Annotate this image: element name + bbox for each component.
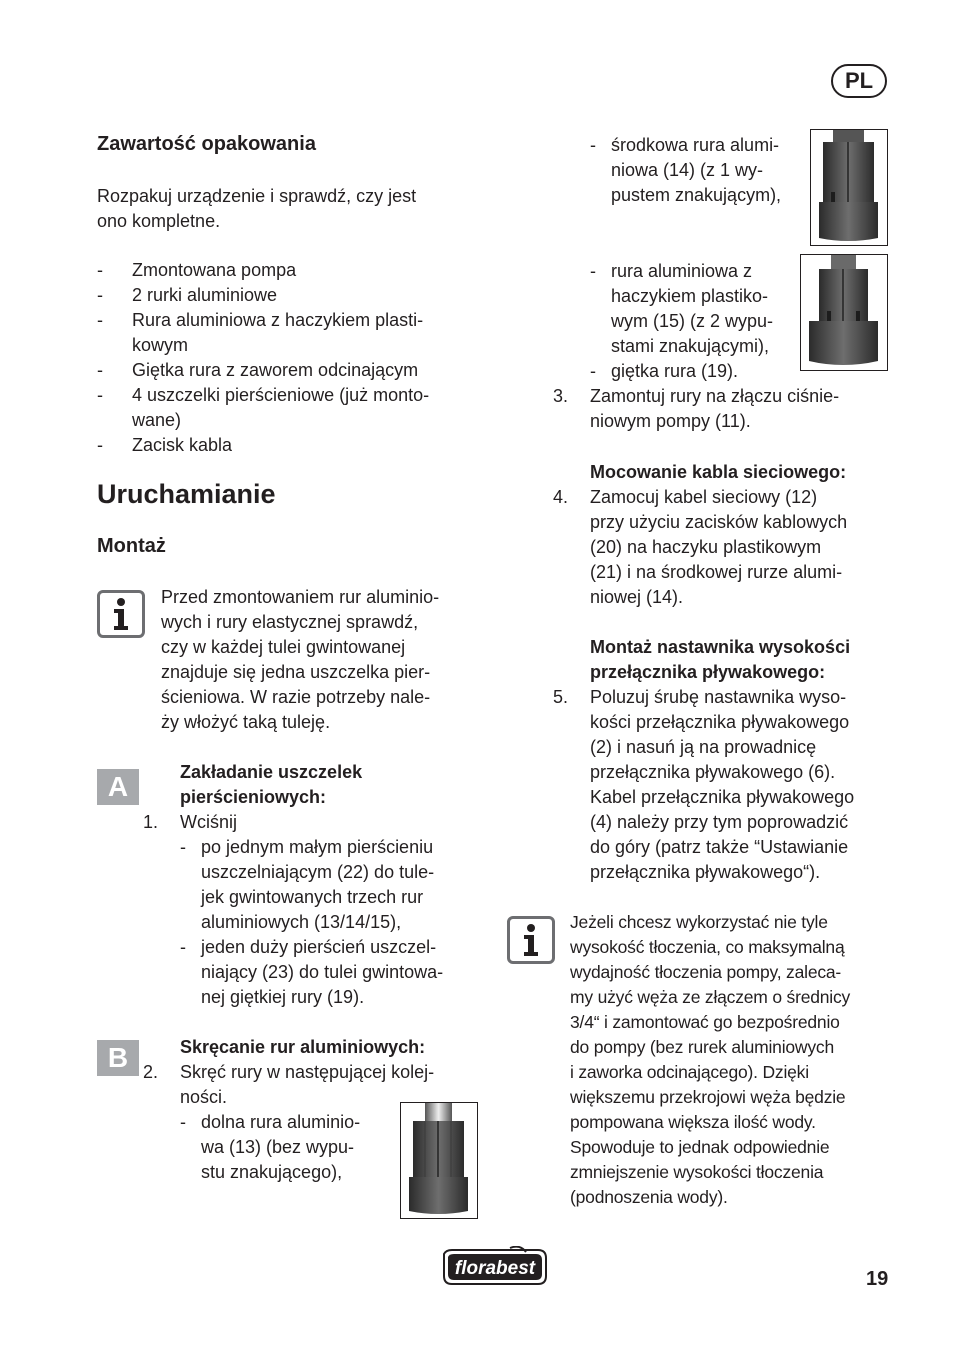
heading-startup: Uruchamianie (97, 479, 276, 509)
step-text-line: Poluzuj śrubę nastawnika wyso- (590, 687, 847, 707)
list-item-text: środkowa rura alumi- (611, 135, 780, 155)
list-dash: - (590, 135, 596, 155)
intro-line: ono kompletne. (97, 211, 221, 231)
figure-label-a: A (97, 769, 139, 805)
note-line: (podnoszenia wody). (570, 1187, 728, 1207)
list-item-text: wym (15) (z 2 wypu- (611, 311, 774, 331)
list-item-text: kowym (132, 335, 189, 355)
list-item-text: stu znakującego), (201, 1162, 343, 1182)
list-dash: - (97, 360, 103, 380)
intro-paragraph (97, 184, 416, 234)
cable-heading: Mocowanie kabla sieciowego: (590, 462, 847, 482)
note-line: czy w każdej tulei gwintowanej (161, 637, 406, 657)
step-text-line: Kabel przełącznika pływakowego (590, 787, 855, 807)
list-item-text: giętka rura (19). (611, 361, 739, 381)
step-text-line: niowym pompy (11). (590, 411, 751, 431)
list-dash: - (180, 837, 186, 857)
list-item-text: 4 uszczelki pierścieniowe (już monto- (132, 385, 430, 405)
list-item (590, 359, 738, 384)
list-item-text: niowa (14) (z 1 wy- (611, 160, 764, 180)
list-dash: - (590, 361, 596, 381)
seal-heading-line: Zakładanie uszczelek (180, 762, 363, 782)
list-dash: - (97, 385, 103, 405)
note-line: Przed zmontowaniem rur aluminio- (161, 587, 440, 607)
intro-line: Rozpakuj urządzenie i sprawdź, czy jest (97, 186, 417, 206)
hook-tube-image (800, 254, 888, 371)
note-line: ży włożyć taką tuleję. (161, 712, 331, 732)
step5-text (590, 685, 854, 885)
note-line: do pompy (bez rurek aluminiowych (570, 1037, 834, 1057)
step-number: 4. (553, 487, 569, 507)
step-text-line: przełącznika pływakowego“). (590, 862, 821, 882)
note-hose-tip (570, 910, 850, 1210)
list-item-text: nej giętkiej rury (19). (201, 987, 365, 1007)
note-line: 3/4“ i zamontować go bezpośrednio (570, 1012, 840, 1032)
step-text-line: Skręć rury w następującej kolej- (180, 1062, 435, 1082)
language-badge: PL (831, 64, 887, 98)
list-item-text: aluminiowych (13/14/15), (201, 912, 402, 932)
note-line: Jeżeli chcesz wykorzystać nie tyle (570, 912, 828, 932)
list-item-text: Rura aluminiowa z haczykiem plasti- (132, 310, 424, 330)
seal-heading-line: pierścieniowych: (180, 787, 327, 807)
list-item (97, 283, 497, 308)
note-line: wydajność tłoczenia pompy, zaleca- (570, 962, 842, 982)
list-item (180, 935, 480, 1010)
step-text-line: (21) i na środkowej rurze alumi- (590, 562, 843, 582)
list-item (97, 433, 497, 458)
float-heading (590, 635, 850, 685)
step-text-line: (4) należy przy tym poprowadzić (590, 812, 849, 832)
step-text-line: (20) na haczyku plastikowym (590, 537, 822, 557)
info-icon (507, 916, 555, 964)
list-item-text: rura aluminiowa z (611, 261, 753, 281)
step-text-line: Zamocuj kabel sieciowy (12) (590, 487, 818, 507)
float-heading-line: Montaż nastawnika wysokości (590, 637, 851, 657)
note-line: zmniejszenie wysokości tłoczenia (570, 1162, 824, 1182)
list-item (97, 358, 497, 383)
list-item-text: Giętka rura z zaworem odcinającym (132, 360, 419, 380)
note-line: wysokość tłoczenia, co maksymalną (570, 937, 845, 957)
step2-text (180, 1060, 434, 1110)
middle-tube-image (810, 129, 888, 246)
note-line: ścieniowa. W razie potrzeby nale- (161, 687, 431, 707)
screw-heading: Skręcanie rur aluminiowych: (180, 1037, 426, 1057)
note-line: Spowoduje to jednak odpowiednie (570, 1137, 830, 1157)
step-text-line: przełącznika pływakowego (6). (590, 762, 836, 782)
list-item-text: Zmontowana pompa (132, 260, 297, 280)
page-number: 19 (866, 1268, 889, 1290)
float-heading-line: przełącznika pływakowego: (590, 662, 826, 682)
list-dash: - (97, 260, 103, 280)
list-item (180, 835, 480, 935)
list-item-text: haczykiem plastiko- (611, 286, 769, 306)
step-text: Wciśnij (180, 812, 237, 832)
list-dash: - (590, 261, 596, 281)
list-dash: - (97, 285, 103, 305)
step-number: 1. (143, 812, 159, 832)
note-rings-check (161, 585, 439, 735)
note-line: znajduje się jedna uszczelka pier- (161, 662, 431, 682)
step1-list (180, 835, 480, 1010)
svg-text:florabest: florabest (454, 1258, 536, 1279)
list-item-text: Zacisk kabla (132, 435, 233, 455)
step-number: 3. (553, 386, 569, 406)
list-item-text: wane) (132, 410, 182, 430)
note-line: my użyć węża ze złączem o średnicy (570, 987, 851, 1007)
list-item (97, 258, 497, 283)
step-number: 5. (553, 687, 569, 707)
list-item-text: pustem znakującym), (611, 185, 782, 205)
list-item-text: uszczelniającym (22) do tule- (201, 862, 435, 882)
note-line: większemu przekrojowi węża będzie (570, 1087, 846, 1107)
lower-tube-image (400, 1102, 478, 1219)
list-dash: - (97, 435, 103, 455)
step-text-line: kości przełącznika pływakowego (590, 712, 850, 732)
step3-text (590, 384, 839, 434)
step-text-line: do góry (patrz także “Ustawianie (590, 837, 849, 857)
list-item-text: jek gwintowanych trzech rur (201, 887, 424, 907)
list-item-text: 2 rurki aluminiowe (132, 285, 278, 305)
step-text-line: przy użyciu zacisków kablowych (590, 512, 848, 532)
step-text-line: niowej (14). (590, 587, 684, 607)
list-item-text: wa (13) (bez wypu- (201, 1137, 355, 1157)
note-line: wych i rury elastycznej sprawdź, (161, 612, 419, 632)
heading-package-contents: Zawartość opakowania (97, 133, 316, 155)
list-dash: - (97, 310, 103, 330)
step-text-line: (2) i nasuń ją na prowadnicę (590, 737, 817, 757)
list-dash: - (180, 937, 186, 957)
step-number: 2. (143, 1062, 159, 1082)
note-line: pompowana większa ilość wody. (570, 1112, 816, 1132)
list-item-text: po jednym małym pierścieniu (201, 837, 434, 857)
contents-list (97, 258, 497, 458)
note-line: i zaworka odcinającego). Dzięki (570, 1062, 809, 1082)
list-item (97, 383, 497, 433)
list-item (97, 308, 497, 358)
list-item-text: dolna rura aluminio- (201, 1112, 361, 1132)
seal-heading (180, 760, 362, 810)
list-item-text: niający (23) do tulei gwintowa- (201, 962, 444, 982)
list-item-text: stami znakującymi), (611, 336, 770, 356)
list-item (590, 259, 773, 359)
heading-assembly: Montaż (97, 535, 166, 557)
info-icon (97, 590, 145, 638)
florabest-logo (440, 1246, 550, 1288)
step-text-line: ności. (180, 1087, 228, 1107)
list-dash: - (180, 1112, 186, 1132)
figure-label-b: B (97, 1040, 139, 1076)
step4-text (590, 485, 847, 610)
step-text-line: Zamontuj rury na złączu ciśnie- (590, 386, 840, 406)
list-item (590, 133, 781, 208)
list-item-text: jeden duży pierścień uszczel- (201, 937, 437, 957)
list-item (180, 1110, 360, 1185)
